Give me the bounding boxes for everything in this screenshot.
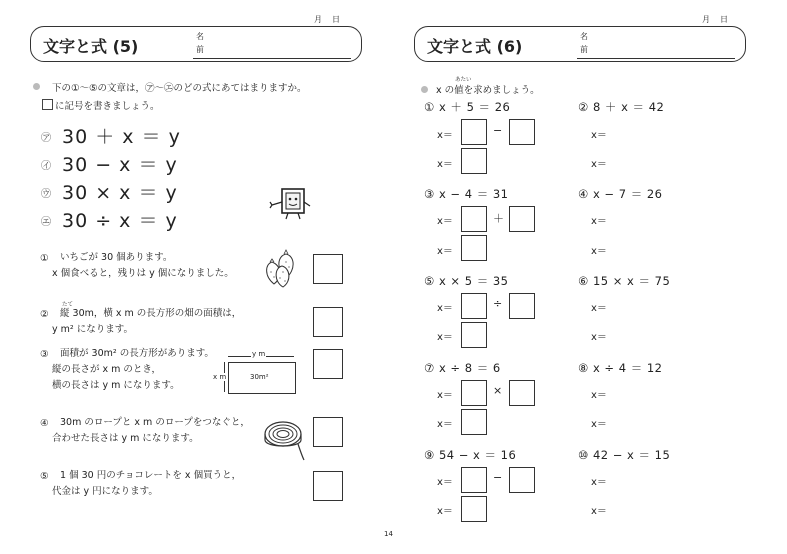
- left-header: [30, 26, 362, 62]
- problem-r9-equation: ⑨ 54 − x ＝ 16: [424, 448, 517, 462]
- problem-r1-operator: −: [493, 124, 503, 137]
- problem-r3-x-label: x＝: [437, 216, 453, 227]
- problem-5-number: ⑤: [40, 471, 49, 482]
- left-date-mark: 月 日: [314, 15, 341, 24]
- problem-r9-box-answer[interactable]: [461, 496, 487, 522]
- problem-r1-box-answer[interactable]: [461, 148, 487, 174]
- right-name-label-2: 前: [580, 45, 588, 54]
- problem-r3-box-answer[interactable]: [461, 235, 487, 261]
- left-name-label-2: 前: [196, 45, 204, 54]
- problem-r3-operator: ＋: [493, 212, 504, 225]
- problem-2-ruby: たて: [62, 302, 74, 308]
- problem-r7-box-b[interactable]: [509, 380, 535, 406]
- problem-5-answer-box[interactable]: [313, 471, 343, 501]
- problem-r1-box-a[interactable]: [461, 119, 487, 145]
- problem-r8-x-label: x＝: [591, 390, 607, 401]
- problem-r8-x-label-2: x＝: [591, 419, 607, 430]
- left-page-title: 文字と式 (5): [43, 37, 139, 56]
- problem-r7-equation: ⑦ x ÷ 8 ＝ 6: [424, 361, 501, 375]
- problem-r7-box-a[interactable]: [461, 380, 487, 406]
- problem-1-line1: いちごが 30 個あります。: [60, 252, 173, 263]
- problem-r10-x-label-2: x＝: [591, 506, 607, 517]
- problem-r1-box-b[interactable]: [509, 119, 535, 145]
- problem-3-line3: 横の長さは y m になります。: [52, 380, 180, 391]
- problem-r3-x-label-2: x＝: [437, 246, 453, 257]
- problem-r9-box-b[interactable]: [509, 467, 535, 493]
- page-number: 14: [384, 530, 393, 538]
- problem-r6-x-label: x＝: [591, 303, 607, 314]
- problem-3-line1: 面積が 30m² の長方形があります。: [60, 348, 214, 359]
- equation-d: 30 ÷ x ＝ y: [62, 210, 178, 232]
- right-page-title: 文字と式 (6): [427, 37, 523, 56]
- rectangle-left-label: x m: [213, 373, 227, 381]
- problem-r5-box-a[interactable]: [461, 293, 487, 319]
- right-date-mark: 月 日: [702, 15, 729, 24]
- problem-2-answer-box[interactable]: [313, 307, 343, 337]
- problem-r5-box-b[interactable]: [509, 293, 535, 319]
- rope-coil-icon: [262, 416, 306, 462]
- rectangle-center-label: 30m²: [250, 373, 269, 381]
- problem-r7-x-label: x＝: [437, 390, 453, 401]
- equation-mark-c: ㋒: [41, 189, 51, 200]
- mascot-character-icon: [268, 186, 316, 222]
- problem-1-line2: x 個食べると，残りは y 個になりました。: [52, 268, 234, 279]
- equation-mark-b: ㋑: [41, 161, 51, 172]
- problem-2-number: ②: [40, 309, 49, 320]
- problem-r5-x-label: x＝: [437, 303, 453, 314]
- problem-r9-x-label: x＝: [437, 477, 453, 488]
- problem-3-line2: 縦の長さが x m のとき，: [52, 364, 162, 375]
- problem-3-number: ③: [40, 349, 49, 360]
- equation-a: 30 ＋ x ＝ y: [62, 126, 181, 148]
- problem-r9-box-a[interactable]: [461, 467, 487, 493]
- problem-r8-equation: ⑧ x ÷ 4 ＝ 12: [578, 361, 663, 375]
- left-name-label-1: 名: [196, 32, 204, 41]
- problem-r10-equation: ⑩ 42 − x ＝ 15: [578, 448, 671, 462]
- problem-r2-x-label: x＝: [591, 130, 607, 141]
- left-instruction-line1: 下の①〜⑤の文章は，㋐〜㋓のどの式にあてはまりますか。: [52, 83, 307, 94]
- problem-r1-equation: ① x ＋ 5 ＝ 26: [424, 100, 511, 114]
- left-instruction-line2: に記号を書きましょう。: [55, 101, 160, 112]
- left-name-line: [193, 57, 351, 59]
- problem-r4-x-label-2: x＝: [591, 246, 607, 257]
- left-instruction-checkbox-icon: [42, 99, 53, 110]
- problem-3-answer-box[interactable]: [313, 349, 343, 379]
- problem-r9-x-label-2: x＝: [437, 506, 453, 517]
- equation-c: 30 × x ＝ y: [62, 182, 178, 204]
- problem-r7-x-label-2: x＝: [437, 419, 453, 430]
- problem-r3-box-a[interactable]: [461, 206, 487, 232]
- problem-r2-equation: ② 8 ＋ x ＝ 42: [578, 100, 665, 114]
- problem-4-answer-box[interactable]: [313, 417, 343, 447]
- problem-r6-x-label-2: x＝: [591, 332, 607, 343]
- problem-r1-x-label-2: x＝: [437, 159, 453, 170]
- problem-r5-box-answer[interactable]: [461, 322, 487, 348]
- right-instruction-bullet: [421, 86, 428, 93]
- equation-mark-a: ㋐: [41, 133, 51, 144]
- right-name-label-1: 名: [580, 32, 588, 41]
- problem-r10-x-label: x＝: [591, 477, 607, 488]
- problem-r7-box-answer[interactable]: [461, 409, 487, 435]
- problem-r3-equation: ③ x − 4 ＝ 31: [424, 187, 509, 201]
- rectangle-top-label: y m: [252, 350, 266, 358]
- problem-1-number: ①: [40, 253, 49, 264]
- problem-2-line1: 縦 30m，横 x m の長方形の畑の面積は，: [60, 308, 242, 319]
- problem-r9-operator: −: [493, 471, 503, 484]
- right-instruction: x の値を求めましょう。: [436, 85, 540, 96]
- problem-r6-equation: ⑥ 15 × x ＝ 75: [578, 274, 671, 288]
- problem-1-answer-box[interactable]: [313, 254, 343, 284]
- right-name-line: [577, 57, 735, 59]
- right-instruction-ruby: あたい: [455, 77, 472, 83]
- left-instruction-bullet: [33, 83, 40, 90]
- problem-r4-equation: ④ x − 7 ＝ 26: [578, 187, 663, 201]
- problem-r3-box-b[interactable]: [509, 206, 535, 232]
- equation-mark-d: ㋓: [41, 217, 51, 228]
- problem-r5-x-label-2: x＝: [437, 332, 453, 343]
- problem-5-line2: 代金は y 円になります。: [52, 486, 158, 497]
- problem-4-line1: 30m のロープと x m のロープをつなぐと，: [60, 417, 250, 428]
- right-header: [414, 26, 746, 62]
- problem-r5-operator: ÷: [493, 297, 503, 310]
- problem-4-number: ④: [40, 418, 49, 429]
- problem-5-line1: 1 個 30 円のチョコレートを x 個買うと，: [60, 470, 242, 481]
- strawberry-icon: [262, 248, 300, 288]
- problem-r5-equation: ⑤ x × 5 ＝ 35: [424, 274, 509, 288]
- problem-r4-x-label: x＝: [591, 216, 607, 227]
- problem-r2-x-label-2: x＝: [591, 159, 607, 170]
- problem-r7-operator: ×: [493, 384, 503, 397]
- problem-4-line2: 合わせた長さは y m になります。: [52, 433, 199, 444]
- problem-2-line2: y m² になります。: [52, 324, 133, 335]
- equation-b: 30 − x ＝ y: [62, 154, 178, 176]
- problem-r1-x-label: x＝: [437, 130, 453, 141]
